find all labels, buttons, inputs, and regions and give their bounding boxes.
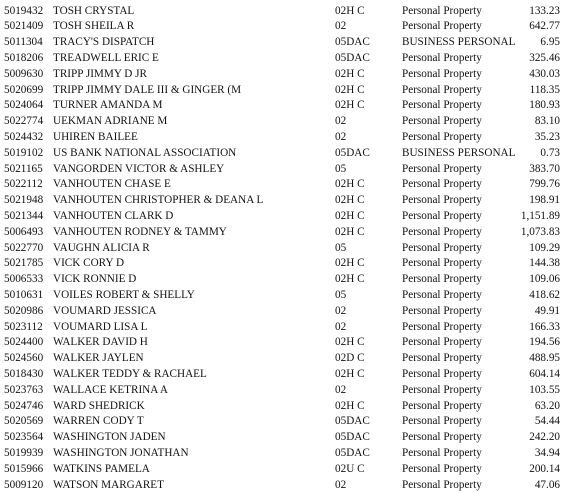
owner-name: VANHOUTEN CHASE E bbox=[53, 178, 171, 191]
owner-name: TREADWELL ERIC E bbox=[53, 51, 159, 64]
owner-name: WASHINGTON JADEN bbox=[53, 431, 166, 444]
tax-amount: 200.14 bbox=[529, 462, 560, 475]
district-code: 02 bbox=[335, 304, 347, 317]
tax-amount: 47.06 bbox=[534, 478, 560, 491]
account-number: 5023112 bbox=[4, 320, 43, 333]
owner-name: VOUMARD JESSICA bbox=[53, 304, 157, 317]
table-row bbox=[0, 413, 564, 429]
owner-name: UHIREN BAILEE bbox=[53, 130, 138, 143]
district-code: 02 bbox=[335, 20, 347, 33]
account-number: 5009120 bbox=[4, 478, 44, 491]
property-type: Personal Property bbox=[402, 51, 482, 64]
property-type: Personal Property bbox=[402, 273, 482, 286]
property-type: Personal Property bbox=[402, 399, 482, 412]
owner-name: WALKER TEDDY & RACHAEL bbox=[53, 367, 207, 380]
property-type: Personal Property bbox=[402, 209, 482, 222]
table-row bbox=[0, 176, 564, 192]
table-row bbox=[0, 113, 564, 129]
tax-amount: 166.33 bbox=[529, 320, 560, 333]
tax-amount: 642.77 bbox=[529, 20, 560, 33]
owner-name: VOILES ROBERT & SHELLY bbox=[53, 288, 195, 301]
table-row bbox=[0, 66, 564, 82]
owner-name: WARREN CODY T bbox=[53, 415, 144, 428]
account-number: 5019939 bbox=[4, 446, 44, 459]
owner-name: WATKINS PAMELA bbox=[53, 462, 150, 475]
property-type: Personal Property bbox=[402, 20, 482, 33]
owner-name: VICK CORY D bbox=[53, 257, 125, 270]
property-type: Personal Property bbox=[402, 288, 482, 301]
district-code: 05DAC bbox=[335, 415, 370, 428]
owner-name: VOUMARD LISA L bbox=[53, 320, 148, 333]
account-number: 5018430 bbox=[4, 367, 44, 380]
account-number: 5020986 bbox=[4, 304, 44, 317]
owner-name: VANHOUTEN CLARK D bbox=[53, 209, 174, 222]
table-row bbox=[0, 82, 564, 98]
tax-amount: 109.06 bbox=[529, 273, 560, 286]
district-code: 02H C bbox=[335, 67, 365, 80]
property-type: Personal Property bbox=[402, 415, 482, 428]
account-number: 5022774 bbox=[4, 115, 44, 128]
property-type: Personal Property bbox=[402, 446, 482, 459]
property-type: Personal Property bbox=[402, 462, 482, 475]
account-number: 5023763 bbox=[4, 383, 44, 396]
tax-amount: 799.76 bbox=[529, 178, 560, 191]
account-number: 5024746 bbox=[4, 399, 44, 412]
account-number: 5021948 bbox=[4, 194, 44, 207]
district-code: 05DAC bbox=[335, 446, 370, 459]
district-code: 05 bbox=[335, 162, 347, 175]
owner-name: TOSH SHEILA R bbox=[53, 20, 135, 33]
district-code: 02H C bbox=[335, 336, 365, 349]
property-type: Personal Property bbox=[402, 162, 482, 175]
owner-name: WALKER JAYLEN bbox=[53, 352, 144, 365]
district-code: 02H C bbox=[335, 83, 365, 96]
account-number: 5019102 bbox=[4, 146, 44, 159]
property-type: Personal Property bbox=[402, 336, 482, 349]
district-code: 02H C bbox=[335, 399, 365, 412]
owner-name: TRIPP JIMMY D JR bbox=[53, 67, 147, 80]
property-type: Personal Property bbox=[402, 320, 482, 333]
property-type: Personal Property bbox=[402, 478, 482, 491]
tax-amount: 198.91 bbox=[529, 194, 560, 207]
account-number: 5009630 bbox=[4, 67, 44, 80]
tax-amount: 109.29 bbox=[529, 241, 560, 254]
tax-amount: 604.14 bbox=[529, 367, 560, 380]
table-row bbox=[0, 429, 564, 445]
district-code: 05DAC bbox=[335, 146, 370, 159]
property-type: Personal Property bbox=[402, 194, 482, 207]
table-row bbox=[0, 287, 564, 303]
account-number: 5022112 bbox=[4, 178, 43, 191]
district-code: 05 bbox=[335, 241, 347, 254]
property-type: Personal Property bbox=[402, 67, 482, 80]
owner-name: UEKMAN ADRIANE M bbox=[53, 115, 168, 128]
property-type: Personal Property bbox=[402, 225, 482, 238]
property-type: BUSINESS PERSONAL bbox=[402, 146, 516, 159]
account-number: 5024560 bbox=[4, 352, 44, 365]
tax-amount: 242.20 bbox=[529, 431, 560, 444]
table-row bbox=[0, 18, 564, 34]
table-row bbox=[0, 3, 564, 19]
owner-name: TRIPP JIMMY DALE III & GINGER (M bbox=[53, 83, 242, 96]
property-type: Personal Property bbox=[402, 367, 482, 380]
district-code: 02H C bbox=[335, 194, 365, 207]
district-code: 02H C bbox=[335, 367, 365, 380]
district-code: 02U C bbox=[335, 462, 365, 475]
account-number: 5006493 bbox=[4, 225, 44, 238]
account-number: 5021785 bbox=[4, 257, 44, 270]
owner-name: WASHINGTON JONATHAN bbox=[53, 446, 189, 459]
district-code: 02H C bbox=[335, 4, 365, 17]
tax-amount: 133.23 bbox=[529, 4, 560, 17]
tax-amount: 418.62 bbox=[529, 288, 560, 301]
account-number: 5018206 bbox=[4, 51, 44, 64]
property-type: Personal Property bbox=[402, 178, 482, 191]
district-code: 02 bbox=[335, 130, 347, 143]
table-row bbox=[0, 240, 564, 256]
account-number: 5024064 bbox=[4, 99, 44, 112]
tax-amount: 1,073.83 bbox=[520, 225, 560, 238]
table-row bbox=[0, 50, 564, 66]
district-code: 02H C bbox=[335, 225, 365, 238]
owner-name: TURNER AMANDA M bbox=[53, 99, 163, 112]
tax-amount: 0.73 bbox=[540, 146, 560, 159]
district-code: 02H C bbox=[335, 209, 365, 222]
district-code: 05DAC bbox=[335, 36, 370, 49]
account-number: 5010631 bbox=[4, 288, 44, 301]
table-row bbox=[0, 334, 564, 350]
owner-name: US BANK NATIONAL ASSOCIATION bbox=[53, 146, 237, 159]
tax-amount: 1,151.89 bbox=[520, 209, 560, 222]
tax-amount: 430.03 bbox=[529, 67, 560, 80]
table-row bbox=[0, 382, 564, 398]
table-row bbox=[0, 303, 564, 319]
district-code: 05DAC bbox=[335, 431, 370, 444]
owner-name: VANHOUTEN RODNEY & TAMMY bbox=[53, 225, 227, 238]
tax-amount: 383.70 bbox=[529, 162, 560, 175]
account-number: 5021165 bbox=[4, 162, 43, 175]
table-row bbox=[0, 445, 564, 461]
table-row bbox=[0, 477, 564, 493]
account-number: 5022770 bbox=[4, 241, 44, 254]
district-code: 02H C bbox=[335, 99, 365, 112]
owner-name: VANHOUTEN CHRISTOPHER & DEANA L bbox=[53, 194, 264, 207]
tax-amount: 49.91 bbox=[534, 304, 560, 317]
district-code: 02H C bbox=[335, 257, 365, 270]
owner-name: WALLACE KETRINA A bbox=[53, 383, 168, 396]
table-row bbox=[0, 97, 564, 113]
tax-amount: 488.95 bbox=[529, 352, 560, 365]
tax-amount: 144.38 bbox=[529, 257, 560, 270]
district-code: 05 bbox=[335, 288, 347, 301]
property-type: Personal Property bbox=[402, 130, 482, 143]
table-row bbox=[0, 224, 564, 240]
table-row bbox=[0, 366, 564, 382]
tax-amount: 325.46 bbox=[529, 51, 560, 64]
owner-name: TOSH CRYSTAL bbox=[53, 4, 135, 17]
tax-amount: 34.94 bbox=[534, 446, 560, 459]
table-row bbox=[0, 350, 564, 366]
account-number: 5020569 bbox=[4, 415, 44, 428]
table-row bbox=[0, 145, 564, 161]
tax-amount: 194.56 bbox=[529, 336, 560, 349]
district-code: 02 bbox=[335, 320, 347, 333]
property-type: Personal Property bbox=[402, 352, 482, 365]
district-code: 02H C bbox=[335, 178, 365, 191]
property-type: Personal Property bbox=[402, 4, 482, 17]
table-row bbox=[0, 192, 564, 208]
owner-name: VANGORDEN VICTOR & ASHLEY bbox=[53, 162, 225, 175]
owner-name: WALKER DAVID H bbox=[53, 336, 148, 349]
account-number: 5020699 bbox=[4, 83, 44, 96]
table-row bbox=[0, 461, 564, 477]
account-number: 5023564 bbox=[4, 431, 44, 444]
account-number: 5024400 bbox=[4, 336, 44, 349]
table-row bbox=[0, 34, 564, 50]
tax-amount: 103.55 bbox=[529, 383, 560, 396]
account-number: 5024432 bbox=[4, 130, 44, 143]
tax-amount: 180.93 bbox=[529, 99, 560, 112]
account-number: 5011304 bbox=[4, 36, 43, 49]
owner-name: VICK RONNIE D bbox=[53, 273, 137, 286]
table-row bbox=[0, 319, 564, 335]
district-code: 02 bbox=[335, 115, 347, 128]
district-code: 02D C bbox=[335, 352, 365, 365]
owner-name: WARD SHEDRICK bbox=[53, 399, 145, 412]
district-code: 02 bbox=[335, 478, 347, 491]
table-row bbox=[0, 161, 564, 177]
table-row bbox=[0, 129, 564, 145]
owner-name: TRACY'S DISPATCH bbox=[53, 36, 155, 49]
property-type: Personal Property bbox=[402, 257, 482, 270]
property-type: Personal Property bbox=[402, 304, 482, 317]
table-row bbox=[0, 398, 564, 414]
account-number: 5006533 bbox=[4, 273, 44, 286]
account-number: 5021409 bbox=[4, 20, 44, 33]
account-number: 5019432 bbox=[4, 4, 44, 17]
district-code: 05DAC bbox=[335, 51, 370, 64]
district-code: 02H C bbox=[335, 273, 365, 286]
tax-amount: 83.10 bbox=[534, 115, 560, 128]
property-type: Personal Property bbox=[402, 99, 482, 112]
property-type: Personal Property bbox=[402, 383, 482, 396]
owner-name: WATSON MARGARET bbox=[53, 478, 164, 491]
property-type: BUSINESS PERSONAL bbox=[402, 36, 516, 49]
tax-amount: 6.95 bbox=[540, 36, 560, 49]
property-type: Personal Property bbox=[402, 83, 482, 96]
tax-amount: 54.44 bbox=[534, 415, 560, 428]
account-number: 5021344 bbox=[4, 209, 44, 222]
account-number: 5015966 bbox=[4, 462, 44, 475]
property-type: Personal Property bbox=[402, 115, 482, 128]
district-code: 02 bbox=[335, 383, 347, 396]
property-type: Personal Property bbox=[402, 431, 482, 444]
table-row bbox=[0, 271, 564, 287]
tax-amount: 63.20 bbox=[534, 399, 560, 412]
tax-amount: 35.23 bbox=[534, 130, 560, 143]
table-row bbox=[0, 255, 564, 271]
property-type: Personal Property bbox=[402, 241, 482, 254]
table-row bbox=[0, 208, 564, 224]
tax-amount: 118.35 bbox=[529, 83, 560, 96]
owner-name: VAUGHN ALICIA R bbox=[53, 241, 150, 254]
